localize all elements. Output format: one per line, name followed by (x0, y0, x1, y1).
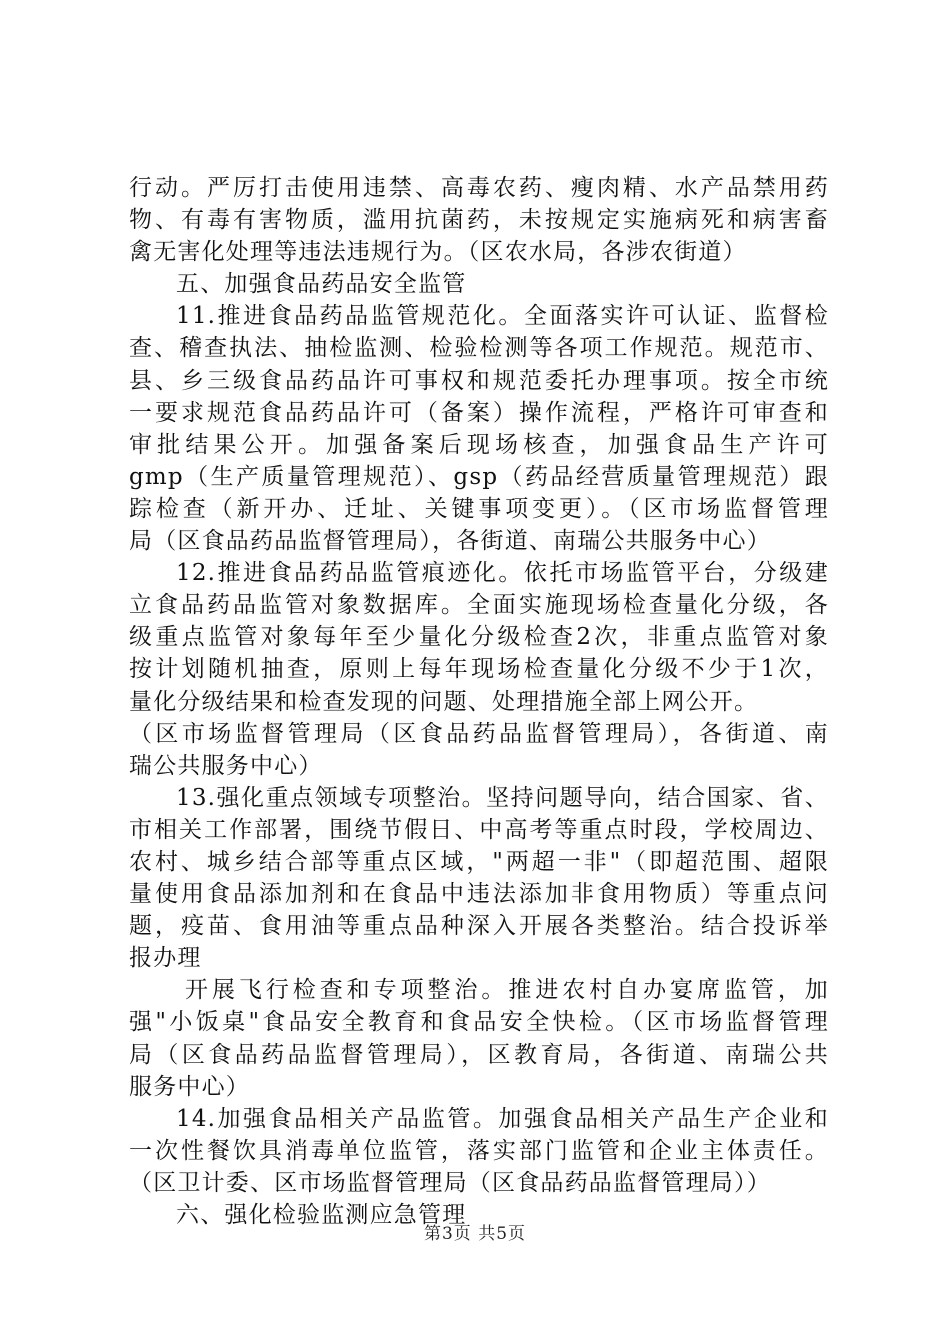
body-line: 级重点监管对象每年至少量化分级检查2次，非重点监管对象 (129, 624, 829, 651)
body-line: gmp（生产质量管理规范）、gsp（药品经营质量管理规范）跟 (129, 463, 829, 490)
document-body (129, 172, 829, 1231)
body-line: 局（区食品药品监督管理局），区教育局，各街道、南瑞公共 (129, 1041, 829, 1068)
body-line: （区卫计委、区市场监督管理局（区食品药品监督管理局）） (129, 1169, 771, 1196)
section-heading: 六、强化检验监测应急管理 (176, 1202, 467, 1228)
body-line: 市相关工作部署，围绕节假日、中高考等重点时段，学校周边、 (129, 816, 829, 843)
body-line: 按计划随机抽查，原则上每年现场检查量化分级不少于1次， (129, 656, 829, 683)
body-line: 量使用食品添加剂和在食品中违法添加非食用物质）等重点问 (129, 881, 829, 908)
body-line: 题，疫苗、食用油等重点品种深入开展各类整治。结合投诉举 (129, 913, 829, 940)
page-footer: 第3页 共5页 (423, 1224, 527, 1244)
body-line: 12.推进食品药品监管痕迹化。依托市场监管平台，分级建 (176, 560, 829, 587)
body-line: （区市场监督管理局（区食品药品监督管理局），各街道、南 (129, 720, 829, 747)
body-line: 行动。严厉打击使用违禁、高毒农药、瘦肉精、水产品禁用药 (129, 175, 829, 201)
body-line: 13.强化重点领域专项整治。坚持问题导向，结合国家、省、 (176, 784, 829, 811)
body-line: 开展飞行检查和专项整治。推进农村自办宴席监管，加 (185, 977, 829, 1004)
body-line: 农村、城乡结合部等重点区域，"两超一非"（即超范围、超限 (129, 848, 829, 875)
body-line: 局（区食品药品监督管理局），各街道、南瑞公共服务中心） (129, 528, 771, 555)
body-line: 11.推进食品药品监管规范化。全面落实许可认证、监督检 (176, 303, 829, 330)
body-line: 瑞公共服务中心） (129, 752, 323, 779)
body-line: 查、稽查执法、抽检监测、检验检测等各项工作规范。规范市、 (129, 335, 829, 362)
body-line: 禽无害化处理等违法违规行为。（区农水局，各涉农街道） (129, 239, 747, 266)
body-line: 县、乡三级食品药品许可事权和规范委托办理事项。按全市统 (129, 367, 829, 394)
body-line: 服务中心） (129, 1073, 250, 1100)
body-line: 报办理 (129, 945, 202, 972)
body-line: 14.加强食品相关产品监管。加强食品相关产品生产企业和 (176, 1105, 829, 1132)
body-line: 一要求规范食品药品许可（备案）操作流程，严格许可审查和 (129, 399, 829, 426)
body-line: 审批结果公开。加强备案后现场核查，加强食品生产许可 (129, 431, 829, 458)
body-line: 量化分级结果和检查发现的问题、处理措施全部上网公开。 (129, 688, 759, 715)
body-line: 立食品药品监管对象数据库。全面实施现场检查量化分级，各 (129, 592, 829, 619)
body-line: 强"小饭桌"食品安全教育和食品安全快检。（区市场监督管理 (129, 1009, 829, 1036)
body-line: 一次性餐饮具消毒单位监管，落实部门监管和企业主体责任。 (129, 1137, 829, 1164)
body-line: 物、有毒有害物质，滥用抗菌药，未按规定实施病死和病害畜 (129, 207, 829, 234)
section-heading: 五、加强食品药品安全监管 (176, 271, 467, 298)
body-line: 踪检查（新开办、迁址、关键事项变更）。（区市场监督管理 (129, 495, 829, 522)
